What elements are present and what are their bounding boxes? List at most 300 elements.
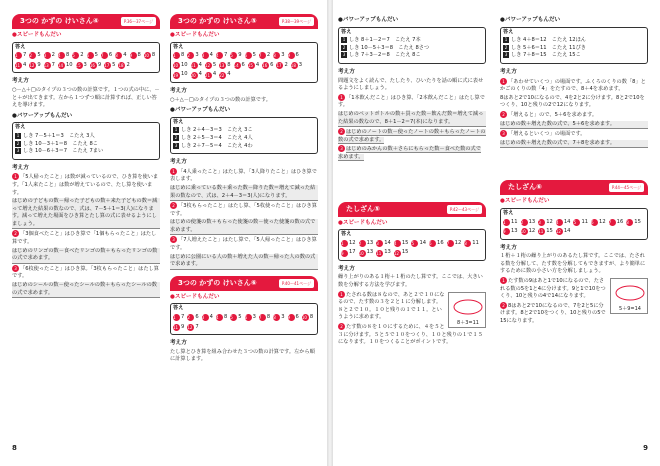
- answer-item: [101, 52, 112, 60]
- explanation-text: １桁＋１桁の繰り上がりのあるたし算です。ここでは、たされる数を分解して、たす数を分解してもできますが、より簡単にするために数の小さい方を分解しましょう。: [500, 253, 646, 275]
- power-answer-row: [173, 135, 315, 143]
- answer-value: 13: [511, 228, 518, 235]
- explanation-text: 3 「増えるといくつ」の場面です。: [500, 130, 648, 139]
- answer-value: 12: [349, 239, 356, 246]
- page-number: 8: [12, 444, 17, 452]
- answer-value: 14: [563, 228, 571, 235]
- column-2: [170, 14, 318, 364]
- power-answer-row: [341, 37, 483, 45]
- question-number: 7: [609, 219, 616, 226]
- question-number: 18: [290, 63, 296, 69]
- answer-item: [216, 314, 227, 322]
- answer-item: [87, 52, 98, 60]
- answer-value: 15: [401, 239, 409, 246]
- page-ref: P.40～41ページ: [279, 279, 314, 288]
- question-number: 12: [187, 324, 193, 330]
- answer-text: しき 7＋3－2＝8 こたえ 8こ: [349, 52, 421, 59]
- question-number: 1: [504, 37, 508, 43]
- question-number: 4: [58, 52, 65, 59]
- power-answer-box: [338, 27, 486, 64]
- question-number: 8: [115, 52, 122, 59]
- question-number: 6: [245, 52, 252, 59]
- explanation-text: たし算とひき算を組み合わせた３つの数の計算です。左から順に計算します。: [170, 348, 315, 363]
- answer-item: [503, 219, 518, 227]
- power-answer-box: [170, 117, 318, 154]
- answer-item: [521, 219, 536, 227]
- speed-heading: ●スピードもんだい: [170, 293, 220, 300]
- question-number: 11: [376, 250, 382, 256]
- question-number: 16: [262, 63, 268, 69]
- explanation-text: 1 たす数の9はあと1で10になるので、たされる数の5を1と4に分けます。9と1で10をつくり、10と残りの4で14になります。: [500, 278, 606, 300]
- section-title: 3つの かずの けいさん④ P.36～37ページ: [12, 14, 160, 29]
- question-number: 18: [118, 63, 124, 69]
- answer-label: 答え: [341, 231, 352, 238]
- answer-item: [29, 62, 40, 70]
- answer-label: 答え: [15, 43, 26, 50]
- question-number: 3: [504, 52, 508, 58]
- explanation-heading: 考え方: [338, 265, 355, 272]
- answer-value: 4: [255, 61, 260, 68]
- answer-text: しき 2＋7－5＝4 こたえ 4わ: [181, 142, 253, 149]
- answer-text: しき 2＋4－3＝3 こたえ 3こ: [181, 127, 253, 134]
- answer-value: 8: [266, 314, 271, 321]
- formula-highlight: はじめの数＋増えた数の式で、5＋6を求めます。: [500, 121, 648, 130]
- answer-value: 16: [437, 239, 444, 246]
- answer-value: 10: [65, 61, 73, 68]
- formula-highlight: はじめのペットボトルの数＋買った数－飲んだ数＝増えて減った結果の数なので、8＋1－2＝7(本)になります。: [338, 111, 486, 127]
- answer-text: しき 7－5＋1＝3 こたえ 3人: [23, 132, 95, 139]
- answer-value: 12: [454, 239, 462, 246]
- column-4: [500, 14, 648, 326]
- answer-value: 15: [401, 249, 409, 256]
- speed-answer-box: [12, 42, 160, 74]
- formula-highlight: はじめの子どもの数－帰った子どもの数＋来た子どもの数＝減って増えた結果の数なので、式は、7－5＋1＝3(人)になります。減って増えた場面をひき算とたし算の式に表せるようにしましょう。: [12, 198, 160, 229]
- question-number: 1: [173, 52, 180, 59]
- answer-value: 8: [309, 314, 314, 321]
- answer-item: [573, 219, 588, 227]
- explanation-text: 1 たされる数は８なので、あと２で１０になるので、たす数の３を２と１に分解します。８と２で１０。１０と残りの１で１１。というように求めます。: [338, 291, 445, 321]
- answer-list: [15, 52, 157, 69]
- answer-item: [219, 62, 230, 70]
- answer-item: [245, 52, 256, 60]
- power-answer-row: [173, 127, 315, 135]
- answer-label: 答え: [503, 209, 514, 216]
- answer-value: 4: [123, 52, 127, 59]
- question-number: 5: [411, 240, 418, 247]
- power-answer-box: [500, 27, 648, 64]
- question-number: 12: [555, 229, 561, 235]
- question-number: 7: [101, 52, 108, 59]
- explanation-heading: 考え方: [12, 78, 29, 85]
- explanation-text: 2 はじめのノートの数－使ったノートの数＋もらったノートの数の式で求めます。: [338, 129, 486, 143]
- answer-value: 8: [223, 314, 228, 321]
- answer-item: [191, 71, 202, 79]
- power-answer-row: [341, 52, 483, 60]
- answer-value: 4: [198, 61, 202, 68]
- answer-item: [44, 52, 55, 60]
- answer-value: 4: [198, 71, 202, 78]
- answer-value: 10: [181, 71, 188, 78]
- question-number: 4: [216, 314, 223, 321]
- speed-heading: ●スピードもんだい: [338, 219, 388, 226]
- answer-list: [173, 52, 315, 79]
- power-answer-row: [15, 133, 157, 141]
- explanation-heading: 考え方: [170, 340, 187, 347]
- question-number: 12: [204, 63, 211, 69]
- answer-value: 5: [252, 52, 256, 59]
- power-answer-list: [173, 127, 315, 150]
- question-number: 5: [230, 52, 237, 59]
- question-number: 9: [341, 250, 348, 257]
- answer-label: 答え: [15, 124, 26, 131]
- question-number: 4: [216, 52, 223, 59]
- answer-value: 11: [472, 239, 479, 246]
- answer-value: 4: [209, 52, 213, 59]
- answer-item: [411, 240, 426, 248]
- answer-item: [245, 314, 256, 322]
- power-answer-list: [15, 133, 157, 156]
- explanation-text: 問題文をよく読んで、たしたり、ひいたりを話の順に式に表せるようにしましょう。: [338, 77, 484, 92]
- explanation-text: 1 「1本飲んだこと」はひき算、「2本飲んだこと」はたし算です。: [338, 94, 485, 109]
- answer-value: 2: [51, 52, 55, 59]
- question-number: 17: [276, 63, 282, 69]
- question-number: 3: [342, 52, 346, 58]
- answer-item: [464, 240, 479, 248]
- answer-value: 17: [349, 249, 356, 256]
- explanation-text: 2 8はあと2で10になるので、7を2と5に分けます。8と2で10をつくり、10と残りの5で15になります。: [500, 302, 606, 325]
- answer-value: 14: [384, 239, 391, 246]
- question-number: 1: [503, 219, 510, 226]
- answer-item: [447, 240, 462, 248]
- power-answer-list: [341, 37, 483, 60]
- explanation-text: 3 はじめのみかんの数＋さらにもらった数－食べた数の式で求めます。: [338, 146, 481, 160]
- answer-value: 3: [281, 52, 285, 59]
- answer-value: 7: [223, 52, 228, 59]
- answer-item: [72, 52, 83, 60]
- question-number: 7: [259, 314, 266, 321]
- figure-label: 5＋9=14: [619, 306, 641, 313]
- answer-label: 答え: [173, 305, 184, 312]
- answer-item: [216, 52, 227, 60]
- question-number: 2: [504, 44, 508, 50]
- answer-value: 3: [252, 314, 256, 321]
- question-number: 2: [29, 52, 36, 59]
- page-ref: P.44～45ページ: [609, 183, 644, 192]
- speed-answer-box: [170, 303, 318, 335]
- answer-value: 4: [209, 314, 213, 321]
- answer-item: [173, 314, 184, 322]
- question-number: 2: [359, 240, 366, 247]
- answer-item: [556, 219, 571, 227]
- question-number: 2: [521, 219, 528, 226]
- explanation-text: 1 「あわせていくつ」の場面です。ふくろのくりの数「8」とかごのくりの数「4」をたすので、8＋4を求めます。: [500, 78, 646, 93]
- decomposition-figure: [610, 278, 648, 314]
- answer-list: [503, 219, 645, 236]
- answer-value: 16: [616, 218, 624, 225]
- answer-item: [104, 62, 115, 70]
- speed-answer-box: [170, 42, 318, 83]
- answer-item: [359, 240, 374, 248]
- answer-text: しき 5＋6＝11 こたえ 11ぴき: [511, 44, 586, 51]
- answer-value: 3: [83, 61, 87, 68]
- question-number: 14: [57, 63, 64, 69]
- answer-item: [429, 240, 444, 248]
- question-number: 20: [190, 72, 196, 78]
- section-title: 3つの かずの けいさん⑤ P.38～39ページ: [170, 14, 318, 29]
- section-title: たしざん⑤ P.42～43ページ: [338, 202, 486, 217]
- question-number: 2: [16, 140, 20, 146]
- question-number: 22: [219, 72, 225, 78]
- question-number: 16: [89, 63, 95, 69]
- question-number: 12: [29, 63, 35, 69]
- answer-list: [341, 240, 483, 257]
- page-number: 9: [643, 444, 648, 452]
- answer-value: 4: [227, 71, 231, 78]
- question-number: 10: [358, 250, 364, 256]
- explanation-text: 2 「3枚もらったこと」はたし算、「5枚使ったこと」はひき算です。: [170, 203, 317, 217]
- answer-item: [234, 62, 245, 70]
- answer-value: 10: [181, 61, 188, 68]
- answer-item: [503, 228, 518, 236]
- question-number: 6: [87, 52, 94, 59]
- answer-label: 答え: [173, 43, 184, 50]
- explanation-heading: 考え方: [170, 159, 187, 166]
- explanation-text: 2 たす数の８を１０にするために、４を５と３に分けます。５と５で１０をつくり、１０と残りの１で１５になります。１０をつくることがポイントです。: [338, 324, 483, 346]
- question-number: 9: [288, 52, 295, 59]
- formula-highlight: はじめに乗っている数＋乗った数－降りた数＝増えて減った結果の数なので、式は、2＋4－3＝3(人)になります。: [170, 185, 318, 201]
- answer-item: [58, 52, 69, 60]
- answer-value: 13: [528, 218, 536, 225]
- answer-value: 14: [419, 239, 427, 246]
- question-number: 13: [219, 63, 225, 69]
- question-number: 17: [104, 63, 110, 69]
- question-number: 11: [15, 63, 21, 69]
- answer-text: しき 7＋8＝15 こたえ 15こ: [511, 52, 581, 59]
- question-number: 2: [187, 314, 194, 321]
- question-number: 4: [556, 219, 563, 226]
- answer-item: [202, 314, 213, 322]
- right-page: [330, 0, 660, 466]
- answer-item: [230, 52, 241, 60]
- answer-item: [44, 62, 55, 70]
- answer-item: [262, 62, 273, 70]
- formula-highlight: はじめに公園にいる人の数＋増えた人の数－帰った人の数の式で求めます。: [170, 254, 318, 270]
- power-heading: ●パワーアップもんだい: [338, 17, 399, 23]
- answer-value: 8: [227, 61, 231, 68]
- answer-item: [538, 219, 553, 227]
- power-answer-row: [173, 143, 315, 151]
- number-bond-diagram: [449, 293, 487, 329]
- answer-item: [394, 249, 409, 257]
- answer-label: 答え: [341, 28, 352, 35]
- answer-value: 5: [212, 61, 217, 68]
- question-number: 11: [173, 324, 179, 330]
- question-number: 1: [173, 314, 180, 321]
- question-number: 21: [204, 72, 211, 78]
- answer-item: [187, 52, 198, 60]
- answer-item: [538, 228, 553, 236]
- answer-value: 6: [295, 314, 299, 321]
- question-number: 9: [288, 314, 295, 321]
- answer-value: 2: [80, 52, 84, 59]
- answer-item: [259, 314, 270, 322]
- answer-value: 6: [270, 61, 274, 68]
- power-answer-row: [15, 141, 157, 149]
- answer-label: 答え: [173, 118, 184, 125]
- answer-value: 6: [295, 52, 299, 59]
- question-number: 3: [44, 52, 51, 59]
- answer-item: [205, 71, 216, 79]
- answer-item: [521, 228, 536, 236]
- answer-value: 12: [528, 228, 536, 235]
- answer-item: [173, 62, 188, 70]
- question-number: 7: [447, 240, 454, 247]
- speed-heading: ●スピードもんだい: [12, 32, 62, 38]
- column-3: [338, 14, 486, 347]
- question-number: 3: [202, 314, 209, 321]
- answer-value: 8: [151, 52, 156, 59]
- question-number: 2: [342, 44, 346, 50]
- answer-value: 3: [298, 61, 303, 68]
- formula-highlight: はじめのシールの数－使ったシールの数＋もらったシールの数の式で求めます。: [12, 282, 160, 298]
- answer-item: [273, 52, 284, 60]
- speed-answer-box: [338, 229, 486, 261]
- page-ref: P.42～43ページ: [447, 205, 482, 214]
- explanation-text: 3 「6枚使ったこと」はひき算。「3枚もらったこと」はたし算です。: [12, 265, 159, 280]
- answer-value: 9: [238, 52, 242, 59]
- question-number: 11: [538, 229, 544, 235]
- question-number: 3: [202, 52, 209, 59]
- question-number: 3: [376, 240, 383, 247]
- formula-highlight: はじめの使箋の数＋もらった使箋の数－使った使箋の数の式で求めます。: [170, 219, 318, 235]
- question-number: 6: [245, 314, 252, 321]
- answer-item: [202, 52, 213, 60]
- answer-item: [205, 62, 216, 70]
- answer-item: [76, 62, 87, 70]
- question-number: 3: [174, 142, 178, 148]
- answer-item: [248, 62, 259, 70]
- answer-label: 答え: [503, 28, 514, 35]
- power-answer-box: [12, 122, 160, 159]
- explanation-text: 2 「3個食べたこと」はひき算で「1個もらったこと」はたし算です。: [12, 231, 157, 246]
- answer-value: 7: [195, 323, 199, 330]
- answer-item: [609, 219, 624, 227]
- answer-item: [276, 62, 287, 70]
- answer-value: 2: [284, 61, 288, 68]
- question-number: 15: [75, 63, 81, 69]
- question-number: 9: [130, 52, 137, 59]
- answer-item: [173, 52, 184, 60]
- answer-value: 3: [195, 52, 199, 59]
- question-number: 8: [464, 240, 471, 247]
- explanation-text: 3 「7人増えたこと」はたし算で、「5人帰ったこと」はひき算です。: [170, 237, 317, 252]
- explanation-text: 2 「増えると」ので、5＋6を求めます。: [500, 111, 648, 120]
- question-number: 10: [301, 315, 307, 321]
- answer-value: 5: [37, 52, 41, 59]
- explanation-heading: 考え方: [500, 244, 517, 251]
- formula-highlight: はじめの数＋増えた数の式で、7＋8を求めます。: [500, 140, 648, 149]
- question-number: 15: [247, 63, 253, 69]
- answer-item: [29, 52, 40, 60]
- explanation-heading: 考え方: [170, 87, 187, 94]
- power-answer-row: [503, 52, 645, 60]
- answer-item: [115, 52, 126, 60]
- answer-item: [376, 249, 391, 257]
- formula-highlight: はじめのリンゴの数－食べたリンゴの数＋もらったリンゴの数の式で求めます。: [12, 248, 160, 264]
- answer-value: 15: [546, 228, 553, 235]
- answer-value: 7: [23, 52, 27, 59]
- answer-value: 9: [181, 323, 185, 330]
- answer-item: [130, 52, 141, 60]
- answer-value: 12: [599, 218, 606, 225]
- answer-item: [341, 249, 356, 257]
- question-number: 12: [393, 250, 399, 256]
- explanation-text: ○＋△－□のタイプの３つの数の計算です。: [170, 96, 271, 103]
- answer-value: 8: [181, 52, 185, 59]
- explanation-text: ○－△＋□のタイプの３つの数の計算です。１つの式の中に、－と＋が出てきます。左から１つずつ順に計算すれば、正しい答えを導けます。: [12, 86, 160, 109]
- answer-item: [187, 324, 198, 332]
- question-number: 1: [341, 240, 348, 247]
- answer-value: 15: [634, 218, 641, 225]
- question-number: 10: [520, 229, 526, 235]
- section-title: たしざん⑥ P.44～45ページ: [500, 180, 648, 195]
- answer-value: 9: [97, 61, 102, 68]
- answer-item: [118, 62, 129, 70]
- question-number: 2: [174, 134, 178, 140]
- section-title: 3つの かずの けいさん⑥ P.40～41ページ: [170, 276, 318, 291]
- answer-value: 13: [384, 249, 391, 256]
- answer-value: 4: [212, 71, 217, 78]
- answer-value: 7: [51, 61, 55, 68]
- answer-item: [341, 240, 356, 248]
- answer-item: [191, 62, 202, 70]
- question-number: 13: [43, 63, 49, 69]
- answer-item: [626, 219, 641, 227]
- speed-heading: ●スピードもんだい: [170, 32, 220, 38]
- power-heading: ●パワーアップもんだい: [500, 17, 561, 23]
- answer-value: 9: [37, 61, 41, 68]
- answer-item: [230, 314, 241, 322]
- answer-item: [288, 52, 299, 60]
- answer-item: [187, 314, 198, 322]
- answer-value: 6: [241, 61, 245, 68]
- answer-value: 5: [112, 61, 116, 68]
- answer-item: [173, 324, 184, 332]
- answer-list: [173, 314, 315, 331]
- answer-item: [173, 71, 188, 79]
- answer-item: [394, 240, 409, 248]
- question-number: 10: [173, 63, 179, 69]
- explanation-text: 8はあと2で10になるので、4を2と2に分けます。8と2で10をつくり、10と残りの2で12になります。: [500, 94, 645, 109]
- answer-value: 4: [23, 61, 27, 68]
- number-bond-diagram: [611, 279, 649, 315]
- answer-value: 2: [266, 52, 271, 59]
- answer-item: [359, 249, 374, 257]
- question-number: 4: [394, 240, 401, 247]
- column-1: [12, 14, 160, 298]
- explanation-heading: 考え方: [12, 164, 29, 171]
- answer-value: 13: [366, 249, 374, 256]
- explanation-heading: 考え方: [338, 68, 355, 75]
- explanation-heading: 考え方: [500, 68, 517, 75]
- question-number: 8: [273, 314, 280, 321]
- question-number: 8: [626, 219, 633, 226]
- power-heading: ●パワーアップもんだい: [12, 112, 73, 119]
- question-number: 1: [174, 127, 178, 133]
- answer-text: しき 10－6＋3＝7 こたえ 7まい: [23, 148, 104, 155]
- question-number: 1: [342, 37, 346, 43]
- answer-item: [288, 314, 299, 322]
